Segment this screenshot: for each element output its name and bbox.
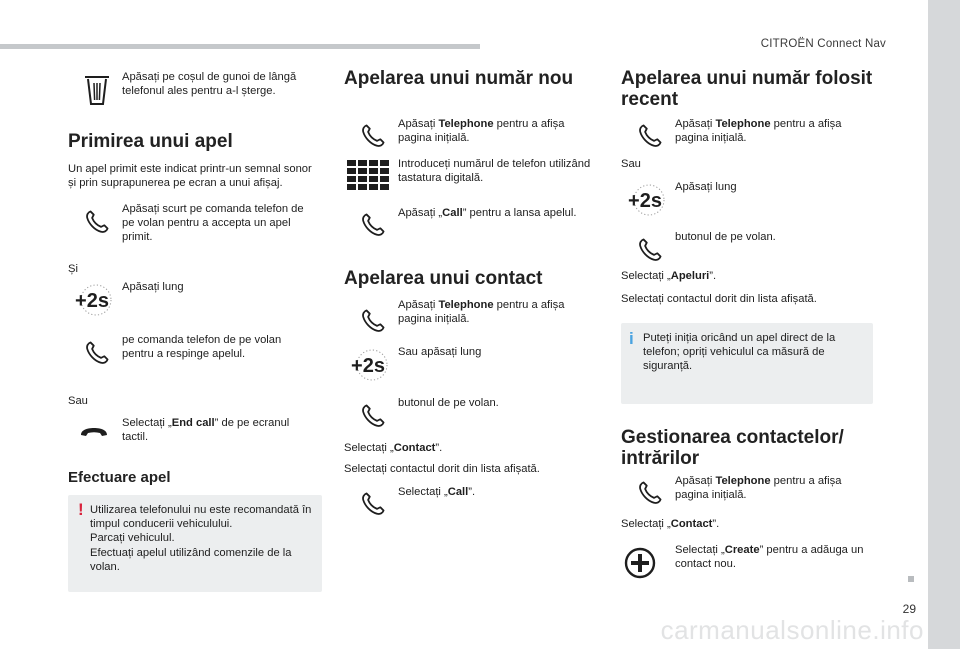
dial-number-title: Apelarea unui număr nou	[344, 68, 574, 89]
long-press-2s-icon	[344, 347, 392, 383]
and-label: Și	[68, 263, 78, 275]
warning-note	[68, 495, 322, 592]
end-call-instruction: Selectați „End call” de pe ecranul tactil.	[122, 417, 290, 444]
calls-label: Apeluri	[670, 270, 710, 282]
wheel-button-label: butonul de pe volan.	[675, 231, 776, 243]
delete-instruction: Apăsați pe coșul de gunoi de lângă telefonul ales pentru a-l șterge.	[122, 71, 297, 98]
phone-icon	[80, 336, 114, 370]
watermark: carmanualsonline.info	[660, 615, 924, 645]
receive-call-title: Primirea unui apel	[68, 131, 233, 152]
telephone-label: Telephone	[438, 299, 494, 311]
long-press-label: Apăsați lung	[122, 281, 184, 293]
or-label: Sau	[68, 395, 88, 407]
page-number: 29	[902, 602, 916, 616]
warning-icon: !	[78, 500, 84, 519]
warning-line-2: Parcați vehiculul.	[90, 532, 175, 545]
info-note	[621, 323, 873, 404]
warning-line-3: Efectuați apelul utilizând comenzile de la volan.	[90, 546, 292, 573]
create-instruction: Selectați „Create” pentru a adăuga un contact nou.	[675, 544, 864, 571]
select-call-instruction: Selectați „Call”.	[398, 486, 476, 498]
phone-icon	[356, 487, 390, 521]
keypad-icon	[346, 159, 390, 191]
recent-press-telephone: Apăsați Telephone pentru a afișa pagina inițială.	[675, 118, 842, 145]
continue-marker	[908, 576, 914, 582]
call-contact-title: Apelarea unui contact	[344, 268, 543, 289]
header-rule	[0, 44, 480, 49]
phone-icon	[633, 476, 667, 510]
svg-text:+2s: +2s	[351, 355, 385, 377]
make-call-title: Efectuare apel	[68, 469, 171, 486]
call-instruction: Apăsați „Call” pentru a lansa apelul.	[398, 207, 577, 219]
long-press-2s-icon	[68, 282, 116, 318]
phone-icon	[356, 208, 390, 242]
info-icon: i	[629, 329, 634, 348]
trash-icon	[80, 72, 114, 108]
or-label: Sau	[621, 158, 641, 170]
create-label: Create	[724, 544, 760, 556]
select-contact-instruction: Selectați „Contact”.	[621, 518, 720, 530]
dial-press-telephone: Apăsați Telephone pentru a afișa pagina inițială.	[398, 118, 565, 145]
select-from-list: Selectați contactul dorit din lista afișată.	[344, 463, 540, 475]
phone-icon	[633, 119, 667, 153]
manage-contacts-title: Gestionarea contactelor/ intrărilor	[621, 427, 844, 469]
contact-label: Contact	[393, 442, 436, 454]
hangup-icon	[74, 420, 114, 444]
phone-icon	[356, 119, 390, 153]
svg-text:+2s: +2s	[75, 290, 109, 312]
call-label: Call	[447, 486, 469, 498]
contact-press-telephone: Apăsați Telephone pentru a afișa pagina inițială.	[398, 299, 565, 326]
select-contact-instruction: Selectați „Contact”.	[344, 442, 443, 454]
telephone-label: Telephone	[715, 118, 771, 130]
side-tab	[928, 0, 960, 649]
enter-number-instruction: Introduceți numărul de telefon utilizând tastatura digitală.	[398, 158, 591, 185]
end-call-label: End call	[171, 417, 215, 429]
select-from-list: Selectați contactul dorit din lista afișată.	[621, 293, 817, 305]
telephone-label: Telephone	[715, 475, 771, 487]
contact-label: Contact	[670, 518, 713, 530]
recent-number-title: Apelarea unui număr folosit recent	[621, 68, 873, 110]
add-icon	[623, 546, 657, 580]
receive-intro: Un apel primit este indicat printr-un semnal sonor și prin suprapunerea pe ecran a unui afișaj.	[68, 163, 312, 190]
phone-icon	[80, 205, 114, 239]
manage-press-telephone: Apăsați Telephone pentru a afișa pagina inițială.	[675, 475, 842, 502]
or-long-press-label: Sau apăsați lung	[398, 346, 482, 358]
select-calls-instruction: Selectați „Apeluri”.	[621, 270, 717, 282]
long-press-2s-icon	[621, 182, 669, 218]
info-text: Puteți iniția oricând un apel direct de la telefon; opriți vehiculul ca măsură de siguranță.	[643, 332, 836, 373]
call-label: Call	[442, 207, 463, 219]
phone-icon	[633, 233, 667, 267]
long-press-label: Apăsați lung	[675, 181, 737, 193]
phone-icon	[356, 399, 390, 433]
phone-icon	[356, 304, 390, 338]
brand-label: CITROËN Connect Nav	[760, 38, 886, 50]
telephone-label: Telephone	[438, 118, 494, 130]
svg-text:+2s: +2s	[628, 190, 662, 212]
warning-line-1: Utilizarea telefonului nu este recomandată în timpul conducerii vehiculului.	[90, 504, 312, 531]
reject-instruction: pe comanda telefon de pe volan pentru a respinge apelul.	[122, 334, 282, 361]
accept-instruction: Apăsați scurt pe comanda telefon de pe volan pentru a accepta un apel primit.	[122, 203, 304, 244]
wheel-button-label: butonul de pe volan.	[398, 397, 499, 409]
